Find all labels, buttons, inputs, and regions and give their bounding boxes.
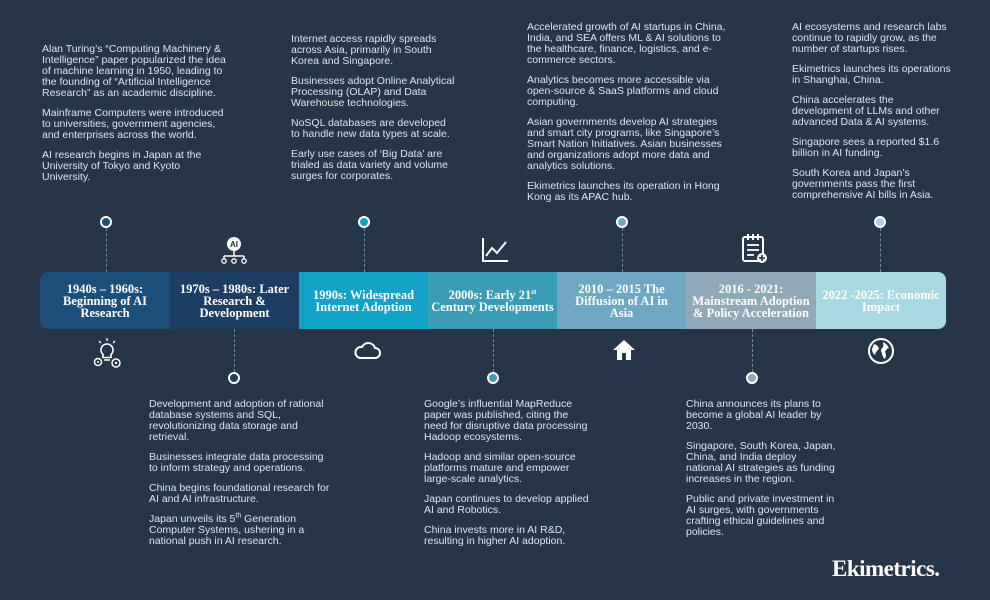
- era1-marker-dot: [100, 216, 112, 228]
- era2-connector: [234, 329, 235, 372]
- note: China accelerates the development of LLMs and other advanced Data & AI systems.: [792, 94, 940, 128]
- note: NoSQL databases are developed to handle new data types at scale.: [291, 117, 450, 140]
- era3-top-notes: [291, 34, 457, 191]
- era-label: 2022 -2025: Economic Impact: [822, 287, 940, 314]
- era-2010-2015: [557, 272, 686, 329]
- note: Mainframe Computers were introduced to universities, government agencies, and enterprises across the world.: [42, 107, 224, 141]
- note: Ekimetrics launches its operations in Shanghai, China.: [792, 63, 951, 86]
- ai-chip-network-icon: [219, 235, 249, 265]
- note: AI ecosystems and research labs continue to rapidly grow, as the number of startups rises.: [792, 21, 947, 55]
- era4-connector: [493, 329, 494, 372]
- era1-connector: [106, 228, 107, 272]
- note: Businesses adopt Online Analytical Processing (OLAP) and Data Warehouse technologies.: [291, 75, 455, 109]
- note: China begins foundational research for AI and AI infrastructure.: [149, 482, 330, 505]
- note: Japan unveils its 5th Generation Computer Systems, ushering in a national push in AI research.: [149, 512, 305, 547]
- ekimetrics-logo: Ekimetrics.: [832, 556, 940, 581]
- svg-text:AI: AI: [230, 240, 238, 249]
- note: Japan continues to develop applied AI and Robotics.: [424, 493, 589, 516]
- era2-bottom-notes: [149, 399, 331, 556]
- era3-connector: [364, 228, 365, 272]
- note: China announces its plans to become a global AI leader by 2030.: [686, 398, 822, 432]
- globe-icon: [867, 337, 895, 365]
- note: Singapore, South Korea, Japan, China, and India deploy national AI strategies as funding increases in the region.: [686, 440, 836, 485]
- cloud-icon: [352, 339, 382, 361]
- note: Alan Turing’s “Computing Machinery & Intelligence” paper popularized the idea of machine learning in 1950, leading to the founding of “Artificial Intelligence Research” as an academic discipline.: [42, 43, 226, 99]
- era6-connector: [752, 329, 753, 372]
- note: Hadoop and similar open-source platforms mature and empower large-scale analytics.: [424, 451, 576, 485]
- era6-marker-dot: [746, 372, 758, 384]
- lightbulb-gear-icon: [92, 337, 122, 369]
- note: South Korea and Japan’s governments pass the first comprehensive AI bills in Asia.: [792, 167, 934, 201]
- note: Public and private investment in AI surges, with governments crafting ethical guidelines and policies.: [686, 493, 835, 538]
- note: Analytics becomes more accessible via open-source & SaaS platforms and cloud computing.: [527, 74, 719, 108]
- era7-connector: [880, 228, 881, 272]
- era4-marker-dot: [487, 372, 499, 384]
- note: Accelerated growth of AI startups in China, India, and SEA offers ML & AI solutions to the healthcare, finance, logistics, and e-commerce sectors.: [527, 21, 726, 66]
- era6-bottom-notes: [686, 399, 836, 547]
- era-label: 1940s – 1960s: Beginning of AI Research: [62, 281, 148, 320]
- note: Early use cases of ‘Big Data’ are trialed as data variety and volume surges for corporates.: [291, 148, 449, 182]
- era4-bottom-notes: [424, 399, 594, 556]
- era-1970s-1980s: [170, 272, 299, 329]
- era7-marker-dot: [874, 216, 886, 228]
- era-label: 2000s: Early 21st Century Developments: [431, 287, 554, 314]
- note: Ekimetrics launches its operation in Hong Kong as its APAC hub.: [527, 180, 720, 203]
- era-label: 1970s – 1980s: Later Research & Development: [179, 281, 290, 320]
- era5-top-notes: [527, 22, 727, 212]
- home-icon: [612, 339, 636, 361]
- era2-marker-dot: [228, 372, 240, 384]
- era-2016-2021: [686, 272, 816, 329]
- era5-marker-dot: [616, 216, 628, 228]
- era-label: 1990s: Widespread Internet Adoption: [312, 287, 415, 314]
- notepad-icon: [740, 233, 770, 265]
- era7-top-notes: [792, 22, 952, 210]
- note: Internet access rapidly spreads across Asia, primarily in South Korea and Singapore.: [291, 33, 437, 67]
- era-2022-2025: [816, 272, 946, 329]
- era5-connector: [622, 228, 623, 272]
- note: Asian governments develop AI strategies and smart city programs, like Singapore’s Smart Nation Initiatives. Asian businesses and organizations adopt more data and analytics solutions.: [527, 116, 722, 172]
- era-2000s: [428, 272, 557, 329]
- era-label: 2016 - 2021: Mainstream Adoption & Policy Acceleration: [692, 281, 810, 320]
- era3-marker-dot: [358, 216, 370, 228]
- era-1940s-1960s: [40, 272, 170, 329]
- note: Development and adoption of rational database systems and SQL, revolutionizing data storage and retrieval.: [149, 398, 324, 443]
- era-1990s: [299, 272, 428, 329]
- note: Google’s influential MapReduce paper was published, citing the need for disruptive data processing Hadoop ecosystems.: [424, 398, 588, 443]
- note: AI research begins in Japan at the University of Tokyo and Kyoto University.: [42, 149, 202, 183]
- line-chart-icon: [480, 236, 510, 264]
- note: Singapore sees a reported $1.6 billion in AI funding.: [792, 136, 940, 159]
- note: Businesses integrate data processing to inform strategy and operations.: [149, 451, 324, 474]
- timeline-bar: [40, 272, 946, 329]
- era1-top-notes: [42, 44, 226, 192]
- era-label: 2010 – 2015 The Diffusion of AI in Asia: [575, 281, 668, 320]
- note: China invests more in AI R&D, resulting in higher AI adoption.: [424, 524, 566, 547]
